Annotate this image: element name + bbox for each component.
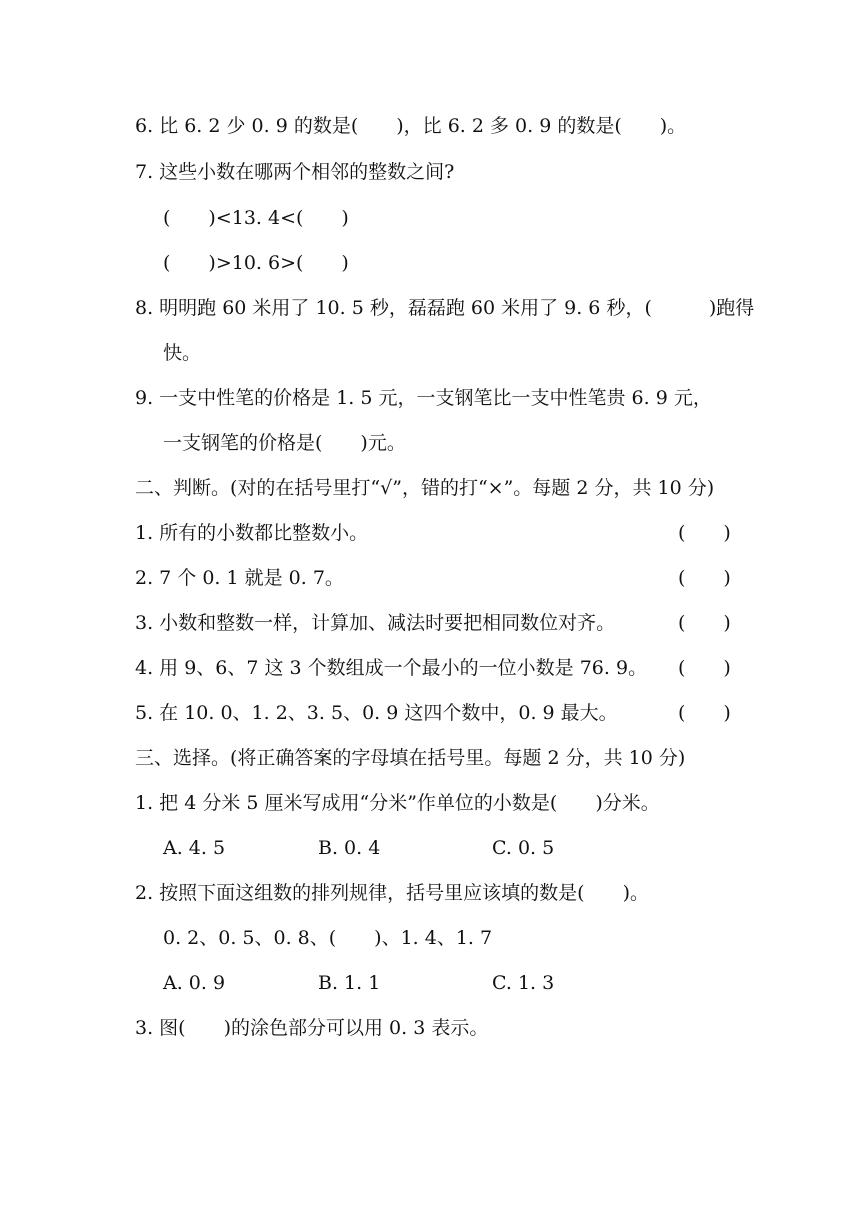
judge-5: 5. 在 10. 0、1. 2、3. 5、0. 9 这四个数中，0. 9 最大。: [135, 702, 618, 724]
choice-3: 3. 图( )的涂色部分可以用 0. 3 表示。: [135, 1017, 489, 1039]
section-judge-title: 二、判断。(对的在括号里打“√”，错的打“×”。每题 2 分，共 10 分): [135, 477, 715, 499]
question-7-b: ( )>10. 6>( ): [163, 252, 349, 274]
question-8-cont: 快。: [163, 342, 202, 364]
judge-4: 4. 用 9、6、7 这 3 个数组成一个最小的一位小数是 76. 9。: [135, 657, 648, 679]
question-6: 6. 比 6. 2 少 0. 9 的数是( )，比 6. 2 多 0. 9 的数是( )。: [135, 115, 687, 137]
choice-1: 1. 把 4 分米 5 厘米写成用“分米”作单位的小数是( )分米。: [135, 792, 660, 814]
judge-3: 3. 小数和整数一样，计算加、减法时要把相同数位对齐。: [135, 612, 616, 634]
choice-2: 2. 按照下面这组数的排列规律，括号里应该填的数是( )。: [135, 882, 649, 904]
choice-2-sequence: 0. 2、0. 5、0. 8、( )、1. 4、1. 7: [163, 927, 493, 949]
judge-1: 1. 所有的小数都比整数小。: [135, 522, 369, 544]
choice-2-option-c[interactable]: C. 1. 3: [492, 972, 555, 994]
judge-5-paren[interactable]: ( ): [678, 702, 731, 724]
question-8: 8. 明明跑 60 米用了 10. 5 秒，磊磊跑 60 米用了 9. 6 秒，( )跑得: [135, 297, 755, 319]
judge-2-paren[interactable]: ( ): [678, 567, 731, 589]
judge-2: 2. 7 个 0. 1 就是 0. 7。: [135, 567, 344, 589]
question-7-a: ( )<13. 4<( ): [163, 207, 349, 229]
choice-1-option-c[interactable]: C. 0. 5: [492, 837, 555, 859]
judge-4-paren[interactable]: ( ): [678, 657, 731, 679]
choice-2-option-b[interactable]: B. 1. 1: [318, 972, 381, 994]
judge-1-paren[interactable]: ( ): [678, 522, 731, 544]
choice-1-option-a[interactable]: A. 4. 5: [163, 837, 226, 859]
question-9: 9. 一支中性笔的价格是 1. 5 元，一支钢笔比一支中性笔贵 6. 9 元，: [135, 387, 712, 409]
question-7: 7. 这些小数在哪两个相邻的整数之间?: [135, 161, 455, 183]
choice-1-option-b[interactable]: B. 0. 4: [318, 837, 381, 859]
question-9-cont: 一支钢笔的价格是( )元。: [163, 432, 406, 454]
choice-2-option-a[interactable]: A. 0. 9: [163, 972, 226, 994]
section-choice-title: 三、选择。(将正确答案的字母填在括号里。每题 2 分，共 10 分): [135, 747, 686, 769]
judge-3-paren[interactable]: ( ): [678, 612, 731, 634]
